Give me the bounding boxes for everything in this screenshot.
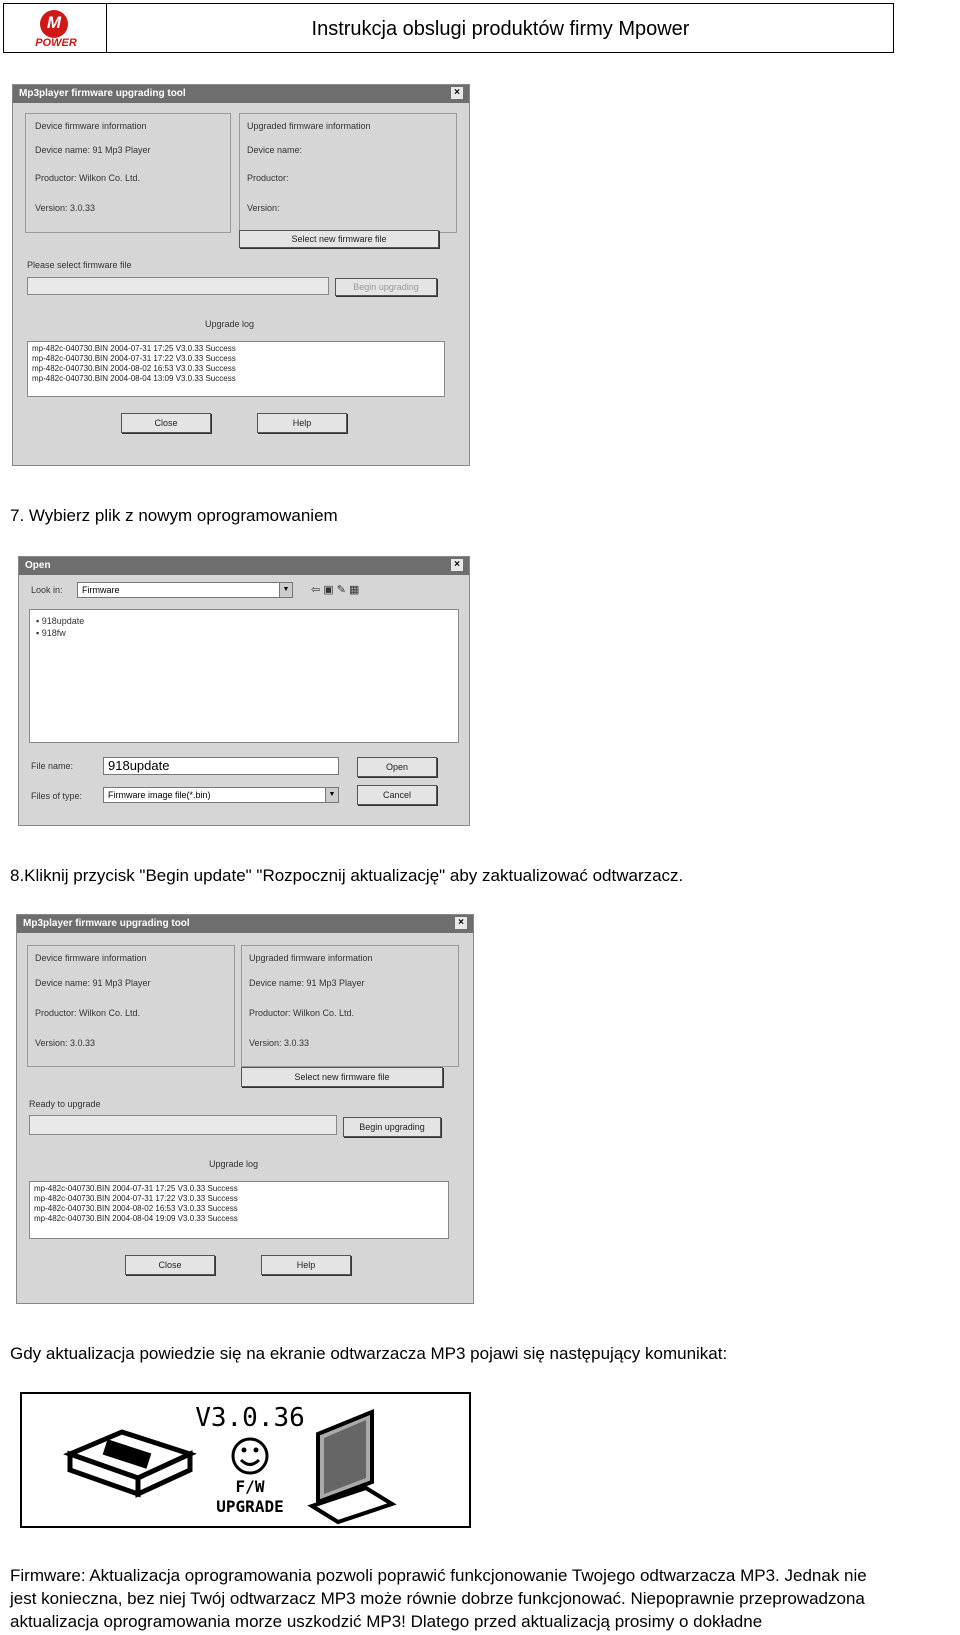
close-icon[interactable]: × [451, 87, 463, 99]
look-in-label: Look in: [31, 585, 63, 595]
upgraded-name: Device name: 91 Mp3 Player [249, 978, 365, 988]
lcd-version: V3.0.36 [195, 1403, 305, 1433]
cancel-button[interactable]: Cancel [357, 785, 437, 805]
upgrade-tool-window-1 [12, 84, 470, 466]
upgraded-version: Version: [247, 203, 280, 213]
toolbar-icons[interactable]: ⇦ ▣ ✎ ▦ [311, 584, 360, 596]
file-name: 918update [41, 616, 85, 626]
upgraded-productor: Productor: Wilkon Co. Ltd. [249, 1008, 355, 1018]
window-title: Open [25, 560, 51, 571]
filetype-label: Files of type: [31, 791, 83, 801]
chevron-down-icon: ▼ [279, 583, 292, 597]
filename-input[interactable]: 918update [103, 757, 339, 775]
close-button[interactable]: Close [121, 413, 211, 433]
group-label: Device firmware information [35, 953, 147, 963]
upgraded-productor: Productor: [247, 173, 289, 183]
device-name: Device name: 91 Mp3 Player [35, 145, 151, 155]
firmware-text-line: jest konieczna, bez niej Twój odtwarzacz MP3 może równie dobrze funkcjonować. Niepoprawnie przeprowadzona [10, 1589, 865, 1608]
lcd-line2: UPGRADE [216, 1497, 284, 1516]
upgraded-info-group [241, 945, 459, 1067]
logo-letter: M [46, 13, 62, 32]
player-device-icon [70, 1432, 190, 1494]
header-title: Instrukcja obslugi produktów firmy Mpower [311, 18, 690, 40]
log-line: mp-482c-040730.BIN 2004-07-31 17:25 V3.0.33 Success [32, 344, 236, 353]
device-productor: Productor: Wilkon Co. Ltd. [35, 1008, 141, 1018]
help-button[interactable]: Help [261, 1255, 351, 1275]
filename-label: File name: [31, 761, 74, 771]
log-line: mp-482c-040730.BIN 2004-08-02 16:53 V3.0.33 Success [34, 1204, 238, 1213]
file-item[interactable]: ▪ 918update [36, 616, 85, 626]
progress-bar [29, 1115, 337, 1135]
chevron-down-icon: ▼ [325, 788, 338, 802]
lcd-message [20, 1392, 471, 1528]
caption-after-update: Gdy aktualizacja powiedzie się na ekranie odtwarzacza MP3 pojawi się następujący komunikat: [10, 1344, 728, 1363]
select-firmware-button[interactable]: Select new firmware file [239, 230, 439, 248]
open-dialog-window [18, 556, 470, 826]
look-in-value: Firmware [82, 585, 120, 595]
log-line: mp-482c-040730.BIN 2004-08-02 16:53 V3.0.33 Success [32, 364, 236, 373]
upgraded-version: Version: 3.0.33 [249, 1038, 310, 1048]
filetype-select[interactable] [103, 787, 339, 803]
close-button[interactable]: Close [125, 1255, 215, 1275]
upgrade-tool-window-2 [16, 914, 474, 1304]
log-line: mp-482c-040730.BIN 2004-07-31 17:25 V3.0.33 Success [34, 1184, 238, 1193]
lcd-line1: F/W [235, 1477, 265, 1496]
caption-step8: 8.Kliknij przycisk "Begin update" "Rozpocznij aktualizację" aby zaktualizować odtwarzacz. [10, 866, 684, 885]
window-title: Mp3player firmware upgrading tool [19, 88, 186, 99]
close-icon[interactable]: × [451, 559, 463, 571]
window-titlebar [17, 915, 473, 933]
look-in-select[interactable] [77, 582, 293, 598]
device-version: Version: 3.0.33 [35, 1038, 96, 1048]
close-icon[interactable]: × [455, 917, 467, 929]
upgraded-name: Device name: [247, 145, 303, 155]
device-info-group [27, 945, 235, 1067]
filetype-value: Firmware image file(*.bin) [108, 790, 211, 800]
lcd-drawing [22, 1394, 469, 1526]
log-label: Upgrade log [205, 319, 255, 329]
smiley-icon [233, 1439, 267, 1473]
status-label: Please select firmware file [27, 260, 132, 270]
progress-bar [27, 277, 329, 295]
upgrade-log [27, 341, 445, 397]
firmware-text-line: aktualizacja oprogramowania morze uszkodzić MP3! Dlatego przed aktualizacją prosimy o dokładne [10, 1612, 763, 1631]
group-label: Device firmware information [35, 121, 147, 131]
device-version: Version: 3.0.33 [35, 203, 96, 213]
begin-upgrading-button[interactable]: Begin upgrading [335, 278, 437, 296]
log-line: mp-482c-040730.BIN 2004-08-04 19:09 V3.0.33 Success [34, 1214, 238, 1223]
device-productor: Productor: Wilkon Co. Ltd. [35, 173, 141, 183]
upgrade-log [29, 1181, 449, 1239]
status-label: Ready to upgrade [29, 1099, 101, 1109]
log-line: mp-482c-040730.BIN 2004-08-04 13:09 V3.0.33 Success [32, 374, 236, 383]
select-firmware-button[interactable]: Select new firmware file [241, 1067, 443, 1087]
log-label: Upgrade log [209, 1159, 259, 1169]
log-line: mp-482c-040730.BIN 2004-07-31 17:22 V3.0.33 Success [34, 1194, 238, 1203]
help-button[interactable]: Help [257, 413, 347, 433]
caption-step7: 7. Wybierz plik z nowym oprogramowaniem [10, 506, 338, 525]
group-label: Upgraded firmware information [249, 953, 373, 963]
open-button[interactable]: Open [357, 757, 437, 777]
file-name: 918fw [41, 628, 66, 638]
file-item[interactable]: ▪ 918fw [36, 628, 66, 638]
window-title: Mp3player firmware upgrading tool [23, 918, 190, 929]
monitor-icon [312, 1412, 392, 1522]
window-titlebar [19, 557, 469, 575]
logo [4, 4, 107, 52]
group-label: Upgraded firmware information [247, 121, 371, 131]
page-header [3, 3, 894, 53]
log-line: mp-482c-040730.BIN 2004-07-31 17:22 V3.0.33 Success [32, 354, 236, 363]
begin-upgrading-button[interactable]: Begin upgrading [343, 1117, 441, 1137]
window-titlebar [13, 85, 469, 103]
logo-word: POWER [35, 37, 77, 49]
file-list[interactable] [29, 609, 459, 743]
firmware-text-line: Firmware: Aktualizacja oprogramowania pozwoli poprawić funkcjonowanie Twojego odtwarzacza MP3. Jednak nie [10, 1566, 867, 1585]
device-name: Device name: 91 Mp3 Player [35, 978, 151, 988]
